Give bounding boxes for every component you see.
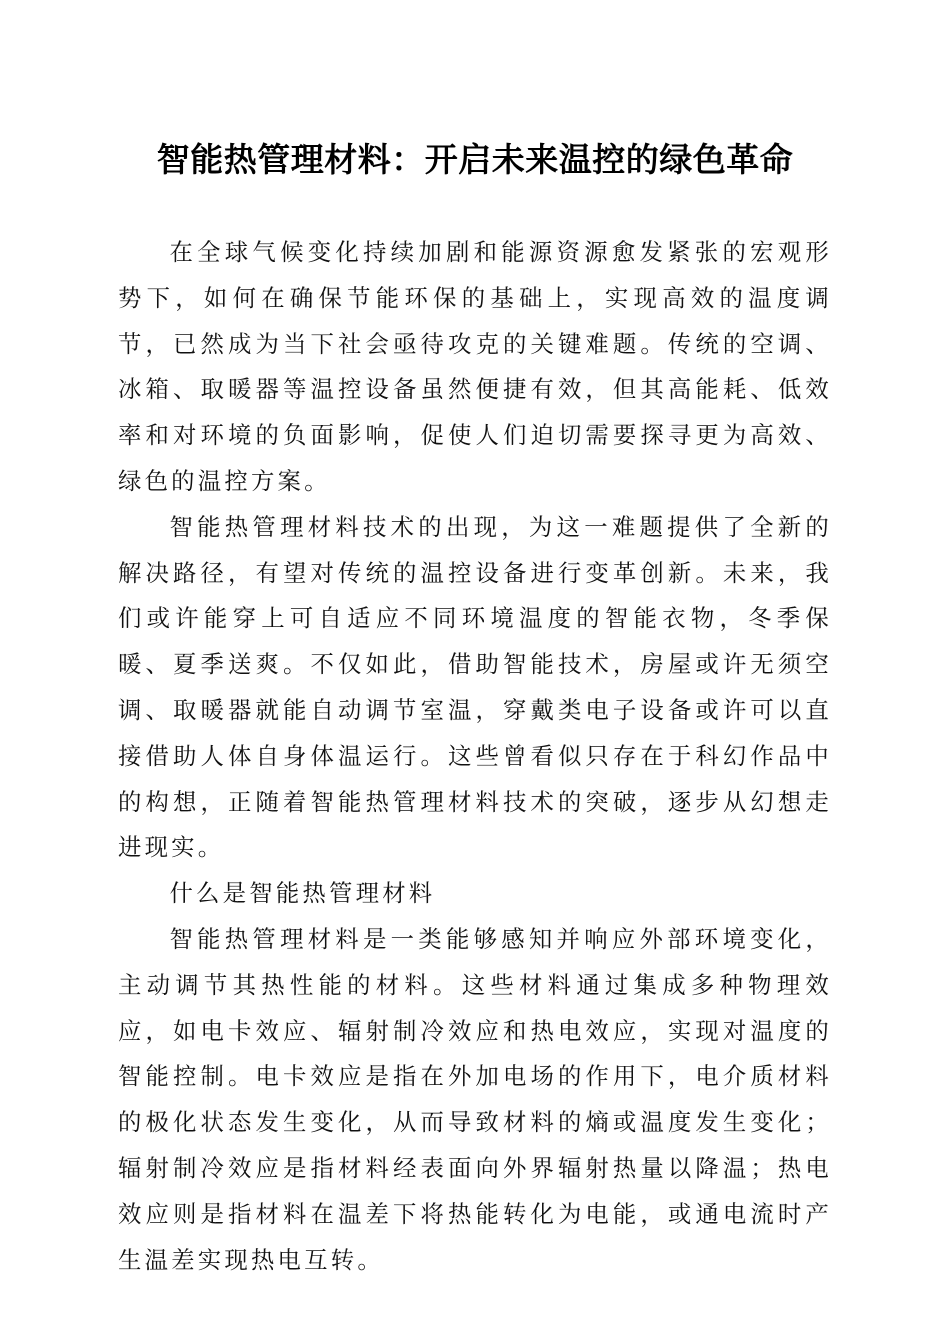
paragraph-definition: 智能热管理材料是一类能够感知并响应外部环境变化，主动调节其热性能的材料。这些材料通过集成多种物理效应，如电卡效应、辐射制冷效应和热电效应，实现对温度的智能控制。电卡效应是指在外加电场的作用下，电介质材料的极化状态发生变化，从而导致材料的熵或温度发生变化；辐射制冷效应是指材料经表面向外界辐射热量以降温；热电效应则是指材料在温差下将热能转化为电能，或通电流时产生温差实现热电互转。 bbox=[118, 924, 832, 1274]
document-body bbox=[118, 230, 832, 1283]
paragraph-intro: 在全球气候变化持续加剧和能源资源愈发紧张的宏观形势下，如何在确保节能环保的基础上，实现高效的温度调节，已然成为当下社会亟待攻克的关键难题。传统的空调、冰箱、取暖器等温控设备虽然便捷有效，但其高能耗、低效率和对环境的负面影响，促使人们迫切需要探寻更为高效、绿色的温控方案。 bbox=[118, 238, 832, 495]
document-title: 智能热管理材料：开启未来温控的绿色革命 bbox=[156, 140, 794, 179]
paragraph-solution: 智能热管理材料技术的出现，为这一难题提供了全新的解决路径，有望对传统的温控设备进行变革创新。未来，我们或许能穿上可自适应不同环境温度的智能衣物，冬季保暖、夏季送爽。不仅如此，借助智能技术，房屋或许无须空调、取暖器就能自动调节室温，穿戴类电子设备或许可以直接借助人体自身体温运行。这些曾看似只存在于科幻作品中的构想，正随着智能热管理材料技术的突破，逐步从幻想走进现实。 bbox=[118, 512, 832, 862]
section-heading: 什么是智能热管理材料 bbox=[169, 879, 436, 908]
